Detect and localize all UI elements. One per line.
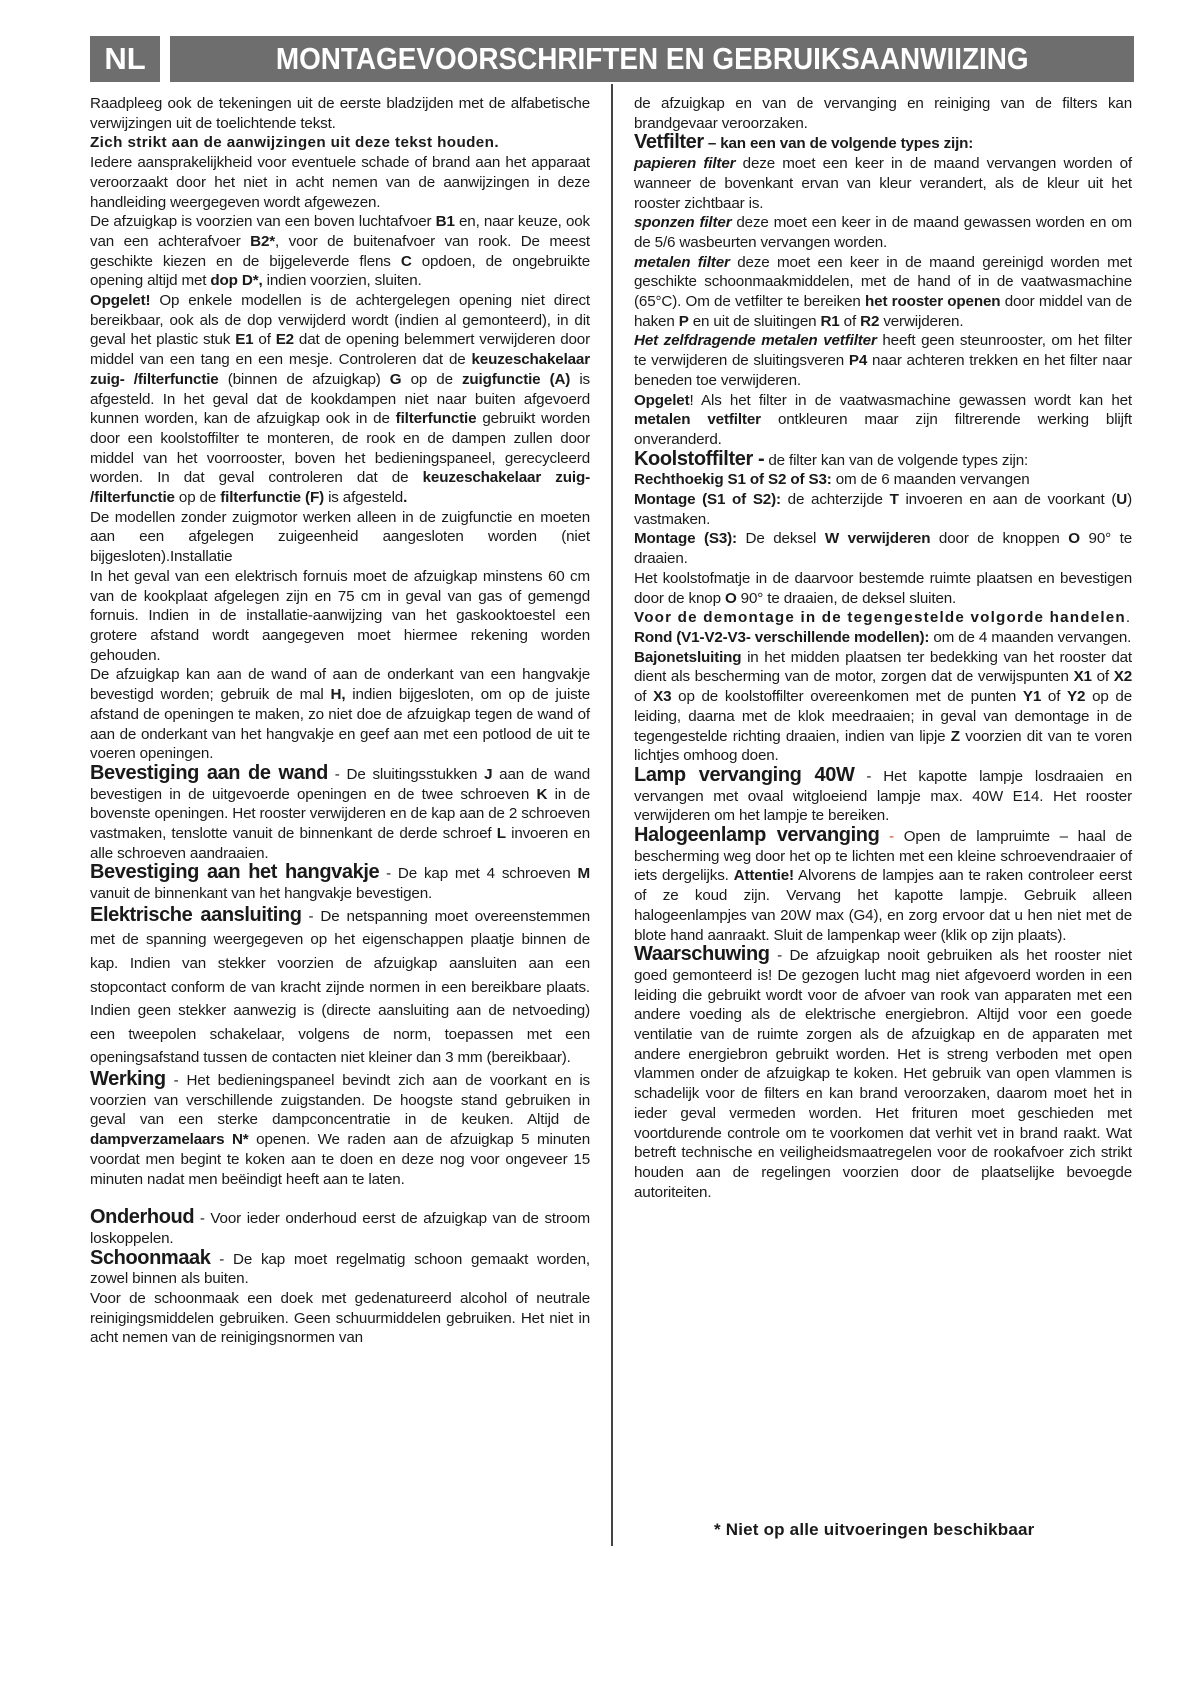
section-operation: Werking - Het bedieningspaneel bevindt zich aan de voorkant en is voorzien van verschillende zuigstanden. De hoogste stand gebruiken in geval van een sterke dampconcentratie in de keuken. Altijd de dampverzamelaars N* openen. We raden aan de afzuigkap 5 minuten voordat men begint te koken aan te doen en deze nog voor ongeveer 15 minuten nadat men beëindigt heeft aan te laten. [90,1067,590,1188]
section-cabinet-mounting: Bevestiging aan het hangvakje - De kap met 4 schroeven M vanuit de binnenkant van het hangvakje bevestigen. [90,861,590,903]
section-halogen-replacement: Halogeenlamp vervanging - Open de lampruimte – haal de bescherming weg door het op te lichten met een kleine schroevendraaier of iets dergelijks. Attentie! Alvorens de lampjes aan te raken controleer eerst of ze koud zijn. Vervang het kapotte lampje. Gebruik alleen halogeenlampjes van 20W max (G4), en zorg ervoor dat u hen niet met de blote hand aanraakt. Sluit de lampenkap weer (klik op zijn plaats). [634,824,1133,944]
section-title: Bevestiging aan het hangvakje [90,861,380,884]
page-header [90,36,1134,82]
paragraph-outlets: De afzuigkap is voorzien van een boven luchtafvoer B1 en, naar keuze, ook van een achterafvoer B2*, voor de buitenafvoer van rook. De meest geschikte kiezen en de bijgeleverde flens C opdoen, de ongebruikte opening altijd met dop D*, indien voorzien, sluiten. [90,213,590,290]
paragraph-dishwasher-warning: Opgelet! Als het filter in de vaatwasmachine gewassen wordt kan het metalen vetfilter ontkleuren maar zijn filtrerende werking blijft onveranderd. [634,391,1133,448]
paragraph-mounting-s1-s2: Montage (S1 of S2): de achterzijde T invoeren en aan de voorkant (U) vastmaken. [634,491,1133,528]
paragraph-mounting-s3: Montage (S3): De deksel W verwijderen door de knoppen O 90° te draaien. [634,530,1132,568]
section-wall-mounting: Bevestiging aan de wand - De sluitingsstukken J aan de wand bevestigen in de uitgevoerde openingen en de twee schroeven K in de bovenste openingen. Het rooster verwijderen en de kap aan de 2 schroeven vastmaken, tenslotte vanuit de binnenkant de derde schroef L invoeren en alle schroeven aandraaien. [90,761,591,862]
paragraph-bayonet: Bajonetsluiting in het midden plaatsen ter bedekking van het rooster dat dient als bescherming van de motor, zorgen dat de verwijspunten X1 of X2 of X3 op de koolstoffilter overeenkomen met de punten Y1 of Y2 op de leiding, daarna met de klok meedraaien; in geval van demontage in de tegengestelde richting draaien, indien van lipje Z voorzien dit van te voren lichtjes omhoog doen. [634,648,1133,765]
paragraph-continued: de afzuigkap en van de vervanging en reiniging van de filters kan brandgevaar veroorzaken. [634,95,1132,132]
section-title: Vetfilter [634,131,704,154]
section-maintenance: Onderhoud - Voor ieder onderhoud eerst de afzuigkap van de stroom loskoppelen. [90,1206,590,1247]
paragraph-sponge-filter: sponzen filter deze moet een keer in de maand gewassen worden en om de 5/6 wasbeurten vervangen worden. [634,214,1132,251]
section-electrical: Elektrische aansluiting - De netspanning moet overeenstemmen met de spanning weergegeven op het eigenschappen plaatje binnen de kap. Indien van stekker voorzien de afzuigkap aansluiten aan een stopcontact conform de van kracht zijnde normen in een bereikbare plaats. Indien geen stekker aanwezig is (directe aansluiting aan de netvoeding) een tweepolen schakelaar, volgens de norm, toepassen met een openingsafstand tussen de contacten niet kleiner dan 3 mm (bereikbaar). [90,903,590,1067]
section-title: Elektrische aansluiting [90,903,302,926]
paragraph-liability: Iedere aansprakelijkheid voor eventuele schade of brand aan het apparaat veroorzaakt door het niet in acht nemen van de aanwijzingen in deze handleiding weergegeven wordt afgewezen. [90,154,590,211]
paragraph-models-without-motor: De modellen zonder zuigmotor werken alleen in de zuigfunctie en moeten aan een afgelegen zuigeenheid aangesloten worden (niet bijgesloten).Installatie [90,508,590,566]
page-title: MONTAGEVOORSCHRIFTEN EN GEBRUIKSAANWIIZING [275,41,1029,76]
section-warning: Waarschuwing - De afzuigkap nooit gebruiken als het rooster niet goed gemonteerd is! De gezogen lucht mag niet afgevoerd worden in een leiding die gebruikt wordt voor de afvoer van rook van apparaten met een andere voeding als de elektrische energiebron. Altijd voor een goede ventilatie van de ruimte zorgen als de afzuigkap en de apparaten met andere energiebron gebruikt worden. Het is streng verboden met open vlammen onder de afzuigkap te koken. Het gebruik van open vlammen is schadelijk voor de filters en kan brand veroorzaken, daarom moet het in ieder geval vermeden worden. Het frituren moet geschieden met voortdurende controle om te voorkomen dat verhit vet in brand raakt. Wat betreft technische en veiligheidsmaatregelen voor de rookafvoer zich strikt houden aan de regelingen voorzien door de plaatselijke bevoegde autoriteiten. [634,943,1132,1201]
section-title: Lamp vervanging 40W [634,763,855,786]
paragraph-distance: In het geval van een elektrisch fornuis moet de afzuigkap minstens 60 cm van de kookplaat afgelegen zijn en 75 cm in geval van gas of gemengd fornuis. Indien in de installatie-aanwijzing van het gaskooktoestel een grotere afstand wordt aangegeven moet hiermee rekening worden gehouden. [90,567,590,664]
section-title: Koolstoffilter - [634,447,765,470]
section-title: Bevestiging aan de wand [90,761,328,784]
paragraph-strict: Zich strikt aan de aanwijzingen uit deze tekst houden. [90,134,499,152]
section-lamp-replacement: Lamp vervanging 40W - Het kapotte lampje losdraaien en vervangen met ovaal witgloeiend lampje max. 40W E14. Het rooster verwijderen om het lampje te bereiken. [634,763,1132,825]
title-bar [170,36,1134,82]
section-title: Waarschuwing [634,943,770,966]
paragraph-round-filter: Rond (V1-V2-V3- verschillende modellen): om de 4 maanden vervangen. [634,628,1132,646]
footnote: * Niet op alle uitvoeringen beschikbaar [714,1520,1035,1539]
section-grease-filter: Vetfilter – kan een van de volgende types zijn: [634,131,974,154]
paragraph-carbon-mat: Het koolstofmatje in de daarvoor bestemde ruimte plaatsen en bevestigen door de knop O 90° te draaien, de deksel sluiten. [634,569,1132,607]
column-divider [611,84,613,1546]
section-title: Onderhoud [90,1206,195,1229]
section-carbon-filter: Koolstoffilter - de filter kan van de volgende types zijn: [634,447,1029,470]
paragraph-self-supporting-filter: Het zelfdragende metalen vetfilter heeft geen steunrooster, om het filter te verwijderen de sluitingsveren P4 naar achteren trekken en het filter naar beneden toe verwijderen. [634,332,1132,389]
section-title: Halogeenlamp vervanging [634,824,880,847]
paragraph-mounting: De afzuigkap kan aan de wand of aan de onderkant van een hangvakje bevestigd worden; gebruik de mal H, indien bijgesloten, om op de juiste afstand de openingen te maken, zo niet doe de afzuigkap tegen de wand of aan de onderkant van het hangvakje en geef aan met een potlood de uit te voeren openingen. [90,666,590,763]
paragraph-rectangular: Rechthoekig S1 of S2 of S3: om de 6 maanden vervangen [634,471,1030,489]
paragraph-dismount: Voor de demontage in de tegengestelde volgorde handelen. [634,609,1130,627]
paragraph-cleaning-detail: Voor de schoonmaak een doek met gedenatureerd alcohol of neutrale reinigingsmiddelen gebruiken. Geen schuurmiddelen gebruiken. Het niet in acht nemen van de reinigingsnormen van [90,1290,590,1347]
section-title: Schoonmaak [90,1246,211,1269]
paragraph-warning-opening: Opgelet! Op enkele modellen is de achtergelegen opening niet direct bereikbaar, ook als de dop verwijderd wordt (indien al gemonteerd), in dit geval het plastic stuk E1 of E2 dat de opening belemmert verwijderen door middel van een tang en een mesje. Controleren dat de keuzeschakelaar zuig- /filterfunctie (binnen de afzuigkap) G op de zuigfunctie (A) is afgesteld. In het geval dat de kookdampen niet naar buiten afgevoerd kunnen worden, kan de afzuigkap ook in de filterfunctie gebruikt worden door een koolstoffilter te monteren, de rook en de dampen zullen door middel van het voorrooster, boven het bedieningspaneel, gerecycleerd worden. In dat geval controleren dat de keuzeschakelaar zuig- /filterfunctie op de filterfunctie (F) is afgesteld. [90,292,590,507]
right-column [634,94,1132,1202]
left-column [90,94,590,1348]
paragraph-intro: Raadpleeg ook de tekeningen uit de eerste bladzijden met de alfabetische verwijzingen uit de toelichtende tekst. [90,95,590,132]
paragraph-metal-filter: metalen filter deze moet een keer in de maand gereinigd worden met geschikte schoonmaakmiddelen, met de hand of in de vaatwasmachine (65°C). Om de vetfilter te bereiken het rooster openen door middel van de haken P en uit de sluitingen R1 of R2 verwijderen. [634,253,1133,330]
section-cleaning: Schoonmaak - De kap moet regelmatig schoon gemaakt worden, zowel binnen als buiten. [90,1246,590,1288]
paragraph-paper-filter: papieren filter deze moet een keer in de maand vervangen worden of wanneer de bovenkant ervan van kleur verandert, als de kleur uit het rooster zichtbaar is. [634,155,1133,212]
section-title: Werking [90,1067,166,1090]
language-label: NL [90,36,160,82]
